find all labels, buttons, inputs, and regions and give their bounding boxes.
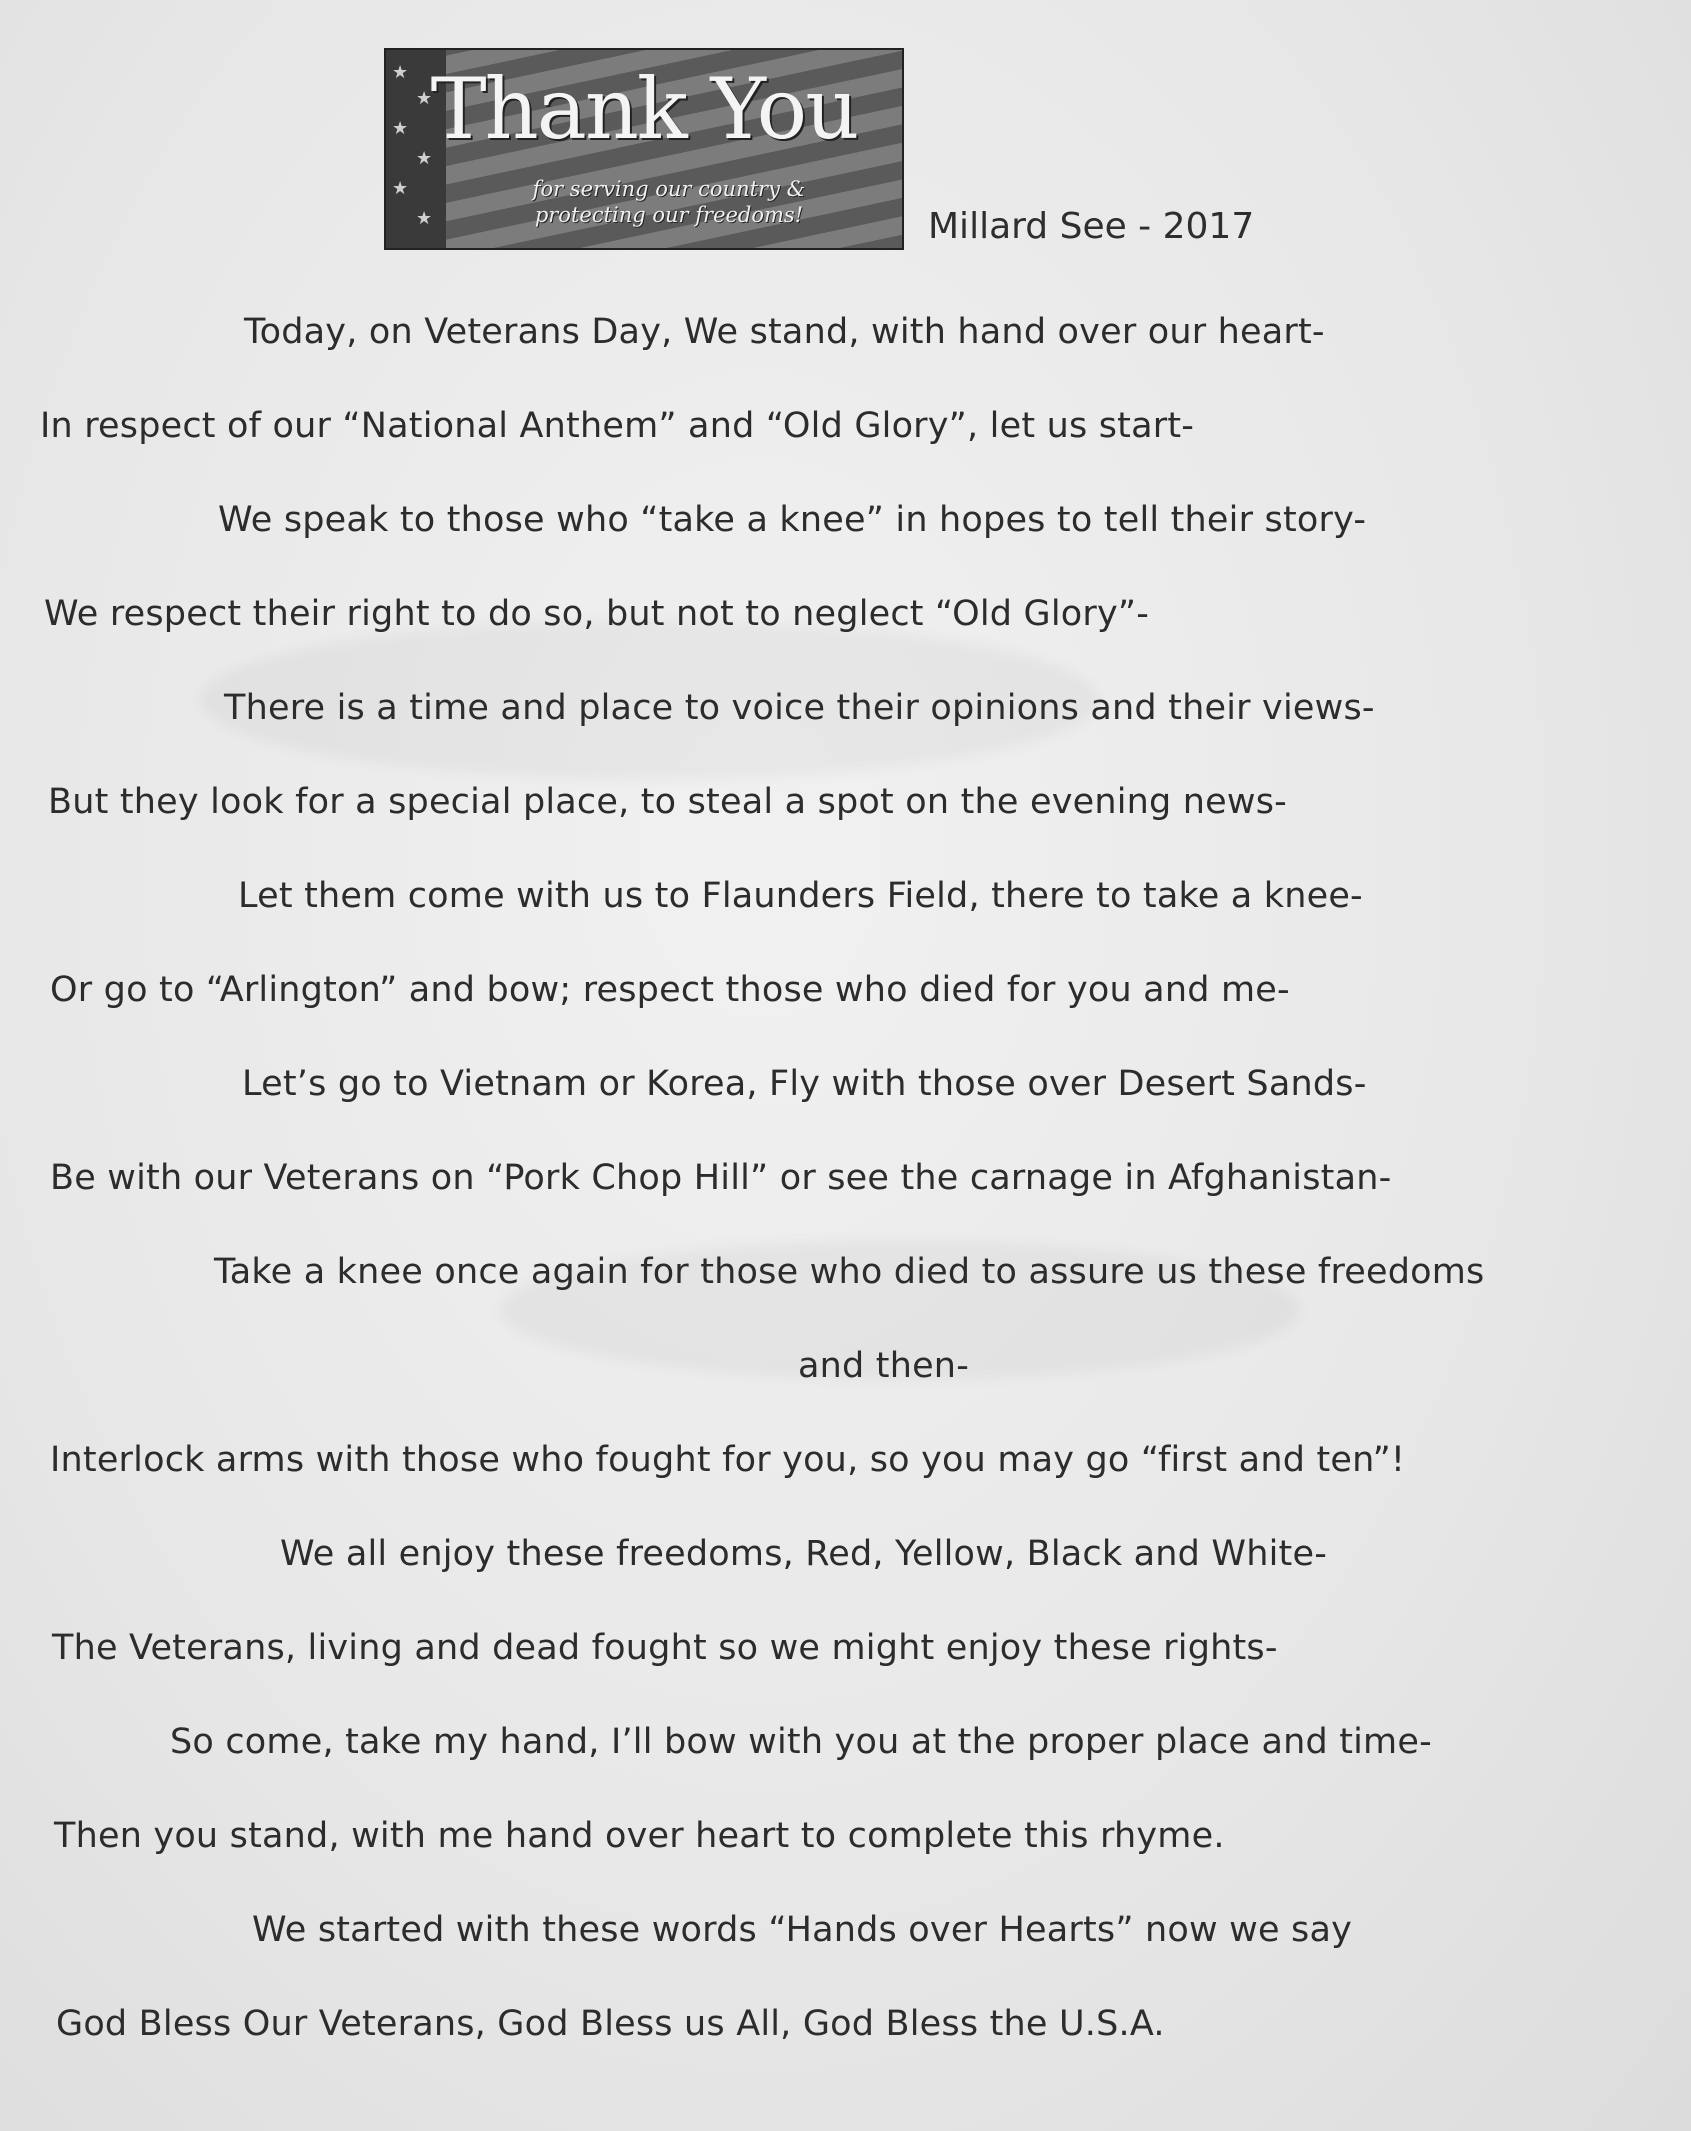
poem-line: Then you stand, with me hand over heart to complete this rhyme. (54, 1816, 1225, 1856)
star-icon: ★ (416, 148, 433, 169)
poem-line: Let them come with us to Flaunders Field, there to take a knee- (238, 876, 1363, 916)
star-icon: ★ (392, 62, 409, 83)
poem-line: We started with these words “Hands over Hearts” now we say (252, 1910, 1353, 1950)
thank-you-banner (384, 48, 904, 250)
star-icon: ★ (416, 208, 433, 229)
star-icon: ★ (392, 178, 409, 199)
poem-line: So come, take my hand, I’ll bow with you at the proper place and time- (170, 1722, 1432, 1762)
poem-line: Let’s go to Vietnam or Korea, Fly with those over Desert Sands- (242, 1064, 1367, 1104)
banner-subtitle-line-2: protecting our freedoms! (534, 203, 804, 227)
poem-line: In respect of our “National Anthem” and “Old Glory”, let us start- (40, 406, 1195, 446)
banner-subtitle-line-1: for serving our country & (532, 177, 806, 201)
poem-line: Interlock arms with those who fought for you, so you may go “first and ten”! (50, 1440, 1406, 1480)
banner-subtitle (446, 176, 892, 228)
poem-line: Today, on Veterans Day, We stand, with hand over our heart- (244, 312, 1325, 352)
poem-line: Take a knee once again for those who died to assure us these freedoms (214, 1252, 1485, 1292)
poem-line: and then- (798, 1346, 970, 1386)
poem-line: Or go to “Arlington” and bow; respect those who died for you and me- (50, 970, 1290, 1010)
poem-line: There is a time and place to voice their opinions and their views- (224, 688, 1375, 728)
poem-line: Be with our Veterans on “Pork Chop Hill” or see the carnage in Afghanistan- (50, 1158, 1392, 1198)
banner-title: Thank You (430, 60, 858, 158)
author-byline: Millard See - 2017 (928, 206, 1255, 247)
poem-line: We all enjoy these freedoms, Red, Yellow, Black and White- (280, 1534, 1328, 1574)
poem-line: But they look for a special place, to steal a spot on the evening news- (48, 782, 1287, 822)
poem-line: We respect their right to do so, but not to neglect “Old Glory”- (44, 594, 1150, 634)
star-icon: ★ (392, 118, 409, 139)
poem-line: The Veterans, living and dead fought so we might enjoy these rights- (52, 1628, 1278, 1668)
poem-line: We speak to those who “take a knee” in hopes to tell their story- (218, 500, 1367, 540)
poem-line: God Bless Our Veterans, God Bless us All, God Bless the U.S.A. (56, 2004, 1165, 2044)
star-icon: ★ (416, 88, 433, 109)
